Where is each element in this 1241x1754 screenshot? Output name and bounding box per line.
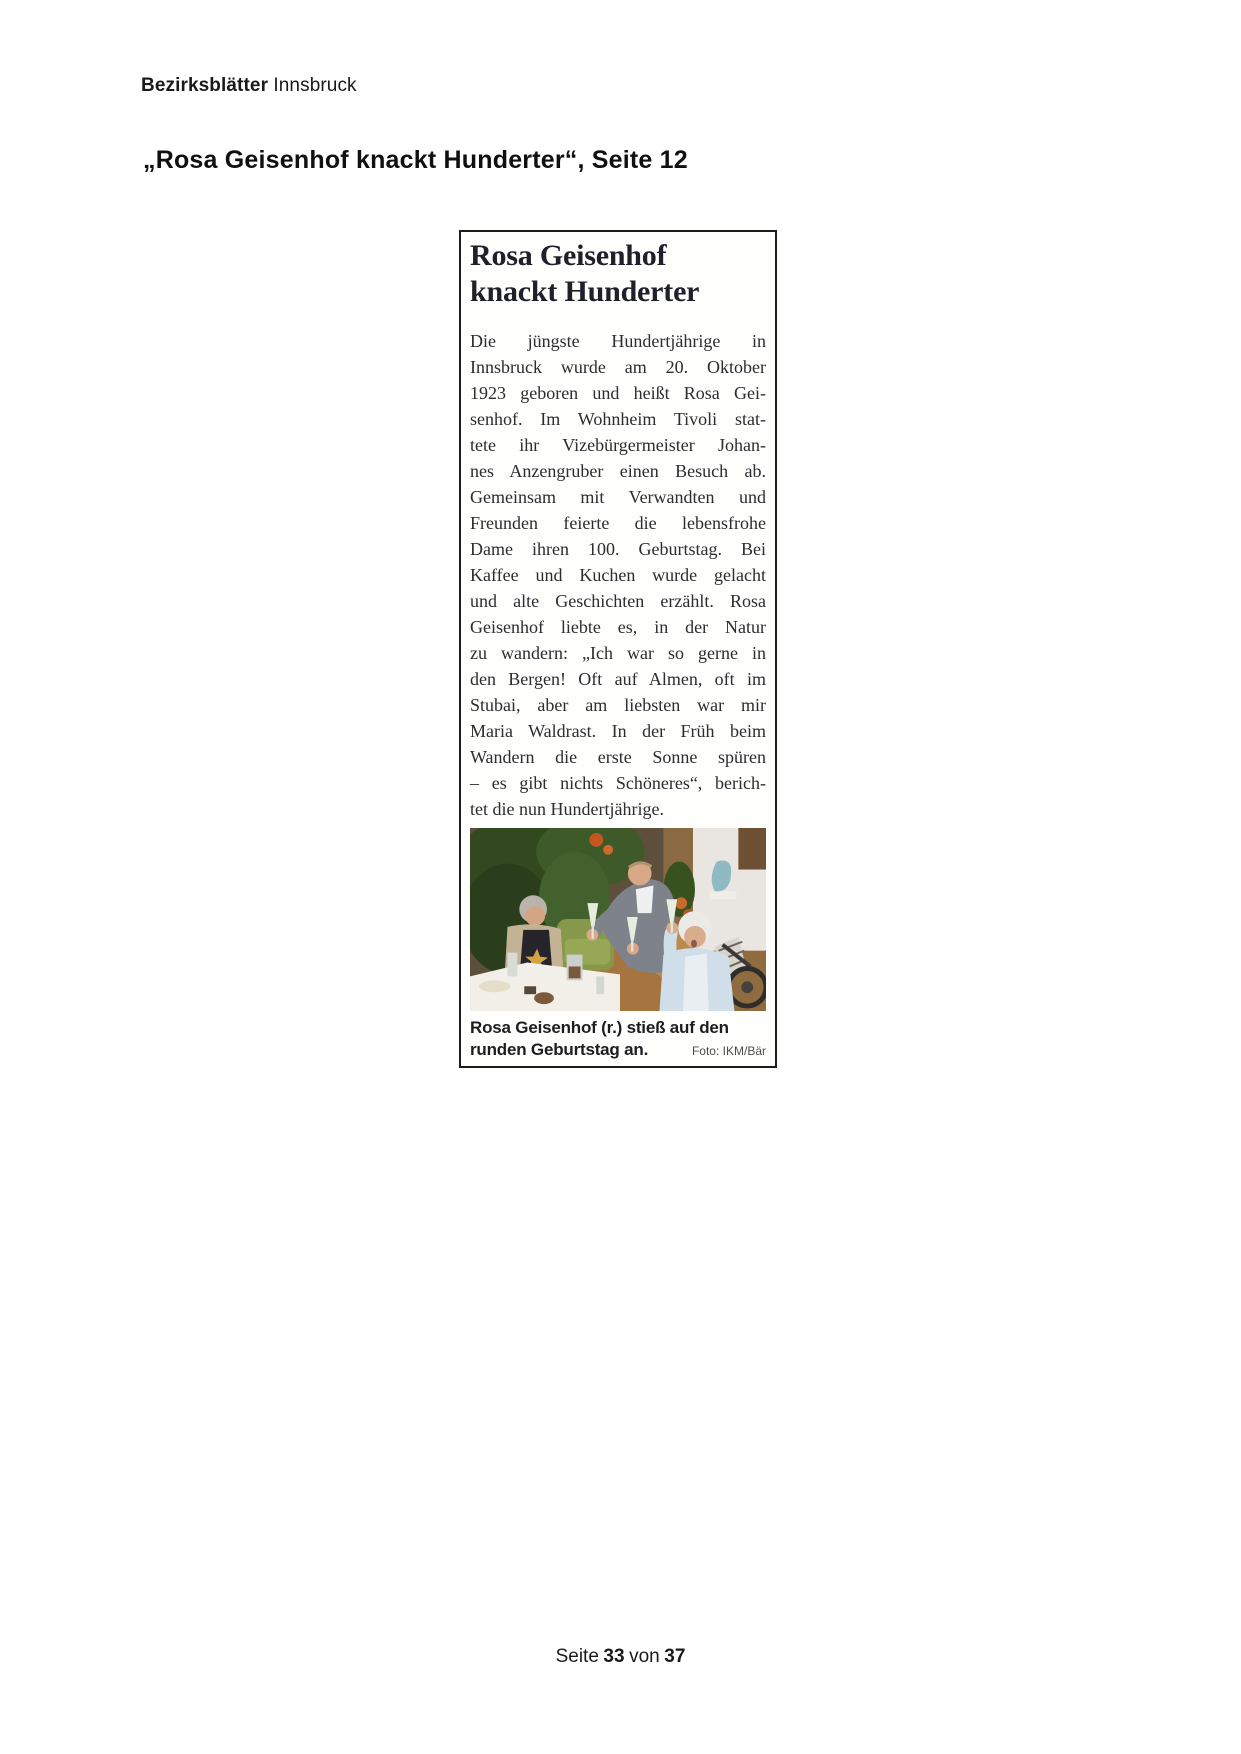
photo-credit: Foto: IKM/Bär	[691, 1044, 766, 1058]
page-footer	[0, 1646, 1241, 1668]
headline-line-1: Rosa Geisenhof	[470, 239, 667, 272]
caption-line-1: Rosa Geisenhof (r.) stieß auf den	[470, 1018, 729, 1037]
photo-caption	[470, 1017, 766, 1062]
article-body-line: Innsbruck wurde am 20. Oktober	[470, 357, 766, 377]
article-headline	[470, 238, 766, 310]
article-body-line: nes Anzengruber einen Besuch ab.	[470, 461, 766, 481]
article-body-line: Dame ihren 100. Geburtstag. Bei	[470, 539, 766, 559]
article-photo	[470, 828, 766, 1011]
article-body-line: zu wandern: „Ich war so gerne in	[470, 643, 766, 663]
article-body-line: Maria Waldrast. In der Früh beim	[470, 721, 766, 741]
article-body-line: tete ihr Vizebürgermeister Johan-	[470, 435, 766, 455]
article-body	[470, 328, 766, 822]
document-header	[141, 75, 357, 97]
article-body-line: Wandern die erste Sonne spüren	[470, 747, 766, 767]
article-body-line: Die jüngste Hundertjährige in	[470, 331, 766, 351]
article-body-line: den Bergen! Oft auf Almen, oft im	[470, 669, 766, 689]
article-body-line: Stubai, aber am liebsten war mir	[470, 695, 766, 715]
footer-of-word: von	[629, 1646, 660, 1667]
footer-page-word: Seite	[555, 1646, 599, 1667]
article-body-line: Geisenhof liebte es, in der Natur	[470, 617, 766, 637]
document-title: „Rosa Geisenhof knackt Hunderter“, Seite 12	[143, 146, 688, 174]
news-clipping	[459, 230, 777, 1068]
article-body-line: Gemeinsam mit Verwandten und	[470, 487, 766, 507]
article-body-line: Freunden feierte die lebensfrohe	[470, 513, 766, 533]
article-body-line: 1923 geboren und heißt Rosa Gei-	[470, 383, 766, 403]
article-body-line: und alte Geschichten erzählt. Rosa	[470, 591, 766, 611]
footer-page-number: 33	[603, 1646, 625, 1667]
article-body-line: Kaffee und Kuchen wurde gelacht	[470, 565, 766, 585]
article-body-line: – es gibt nichts Schöneres“, berich-	[470, 773, 766, 793]
footer-total-pages: 37	[664, 1646, 686, 1667]
caption-line-2: runden Geburtstag an.	[470, 1040, 649, 1059]
headline-line-2: knackt Hunderter	[470, 275, 700, 308]
publication-edition: Innsbruck	[273, 75, 357, 96]
article-body-line: senhof. Im Wohnheim Tivoli stat-	[470, 409, 766, 429]
publication-name: Bezirksblätter	[141, 75, 269, 96]
article-body-line: tet die nun Hundertjährige.	[470, 799, 664, 819]
